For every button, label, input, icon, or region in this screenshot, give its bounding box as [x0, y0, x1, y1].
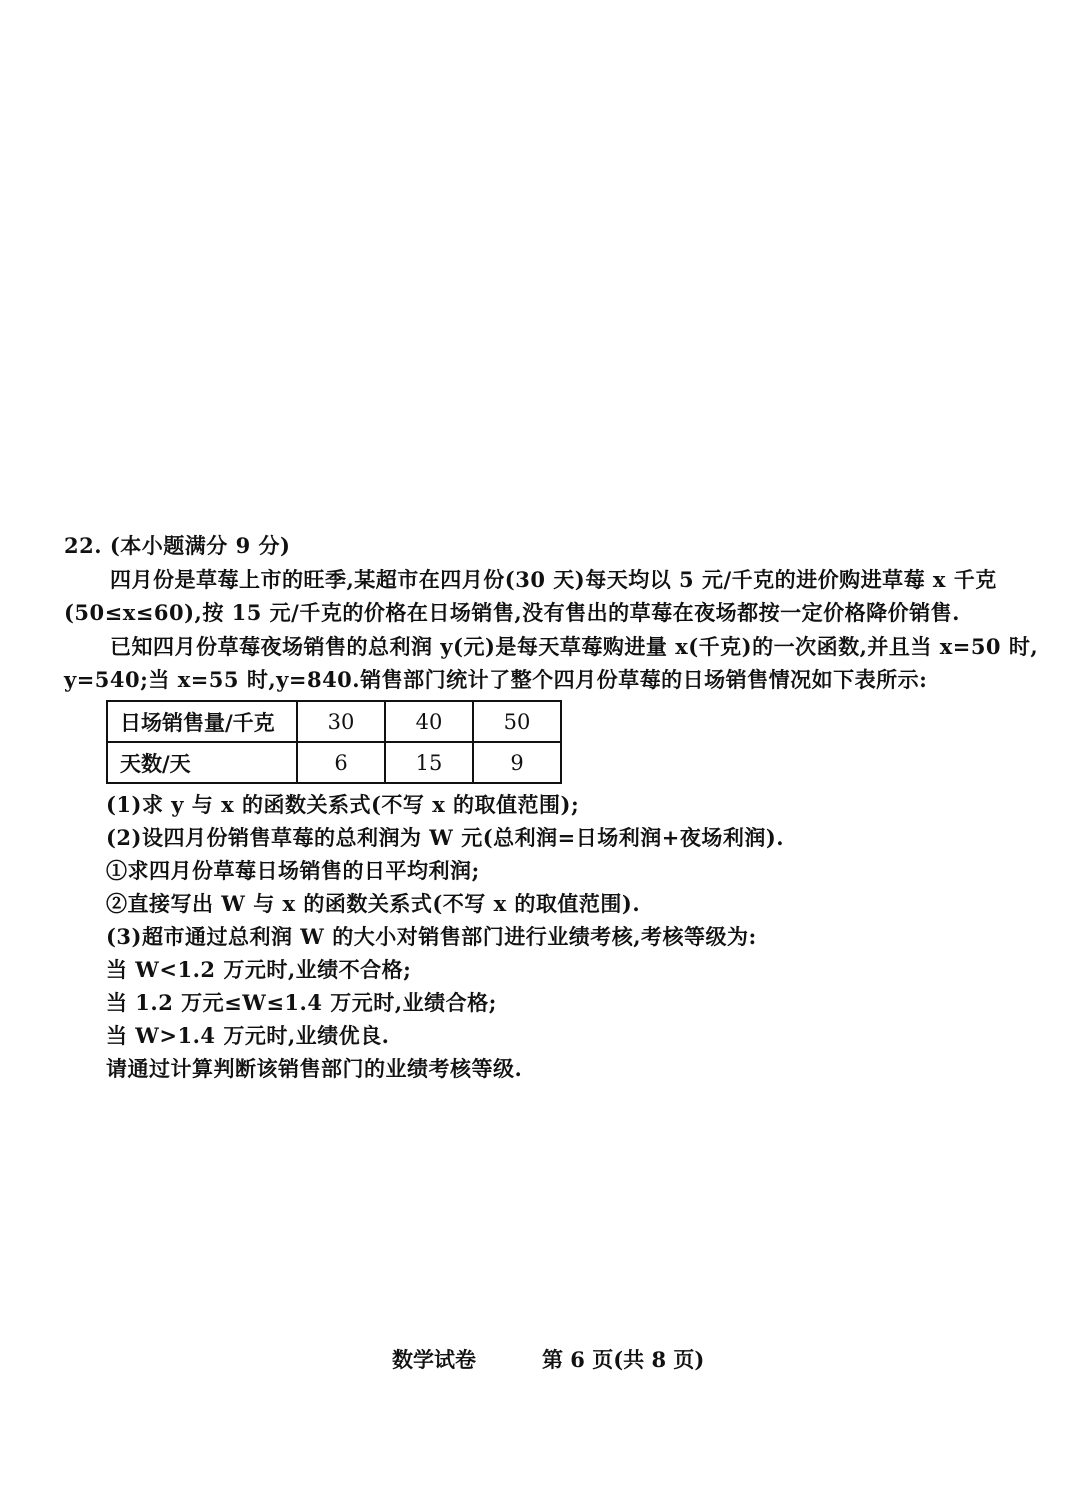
subquestion-1: (1)求 y 与 x 的函数关系式(不写 x 的取值范围); [106, 792, 580, 817]
table-cell: 9 [473, 742, 561, 783]
grade-criterion: 当 1.2 万元≤W≤1.4 万元时,业绩合格; [106, 990, 497, 1015]
footer-page-number: 第 6 页(共 8 页) [542, 1347, 705, 1372]
question-text-line: y=540;当 x=55 时,y=840.销售部门统计了整个四月份草莓的日场销售情况如下表所示: [64, 667, 928, 692]
table-row-header: 天数/天 [107, 742, 297, 783]
table-row-header: 日场销售量/千克 [107, 701, 297, 742]
final-instruction: 请通过计算判断该销售部门的业绩考核等级. [106, 1056, 523, 1081]
grade-criterion: 当 W>1.4 万元时,业绩优良. [106, 1023, 390, 1048]
table-cell: 15 [385, 742, 473, 783]
sales-table [106, 700, 562, 784]
table-cell: 30 [297, 701, 385, 742]
subquestion-2: (2)设四月份销售草莓的总利润为 W 元(总利润=日场利润+夜场利润). [106, 825, 785, 850]
question-text-line: (50≤x≤60),按 15 元/千克的价格在日场销售,没有售出的草莓在夜场都按一定价格降价销售. [64, 600, 960, 625]
table-cell: 40 [385, 701, 473, 742]
table-row [107, 742, 561, 783]
table-row [107, 701, 561, 742]
subquestion-2-part-2: ②直接写出 W 与 x 的函数关系式(不写 x 的取值范围). [106, 891, 641, 916]
grade-criterion: 当 W<1.2 万元时,业绩不合格; [106, 957, 412, 982]
subquestion-2-part-1: ①求四月份草莓日场销售的日平均利润; [106, 858, 480, 883]
footer-subject: 数学试卷 [392, 1347, 476, 1372]
question-text-line: 四月份是草莓上市的旺季,某超市在四月份(30 天)每天均以 5 元/千克的进价购进草莓 x 千克 [110, 567, 997, 592]
table-cell: 50 [473, 701, 561, 742]
subquestion-3: (3)超市通过总利润 W 的大小对销售部门进行业绩考核,考核等级为: [106, 924, 757, 949]
question-heading: 22. (本小题满分 9 分) [64, 533, 291, 558]
table-cell: 6 [297, 742, 385, 783]
question-text-line: 已知四月份草莓夜场销售的总利润 y(元)是每天草莓购进量 x(千克)的一次函数,并且当 x=50 时, [110, 634, 1039, 659]
